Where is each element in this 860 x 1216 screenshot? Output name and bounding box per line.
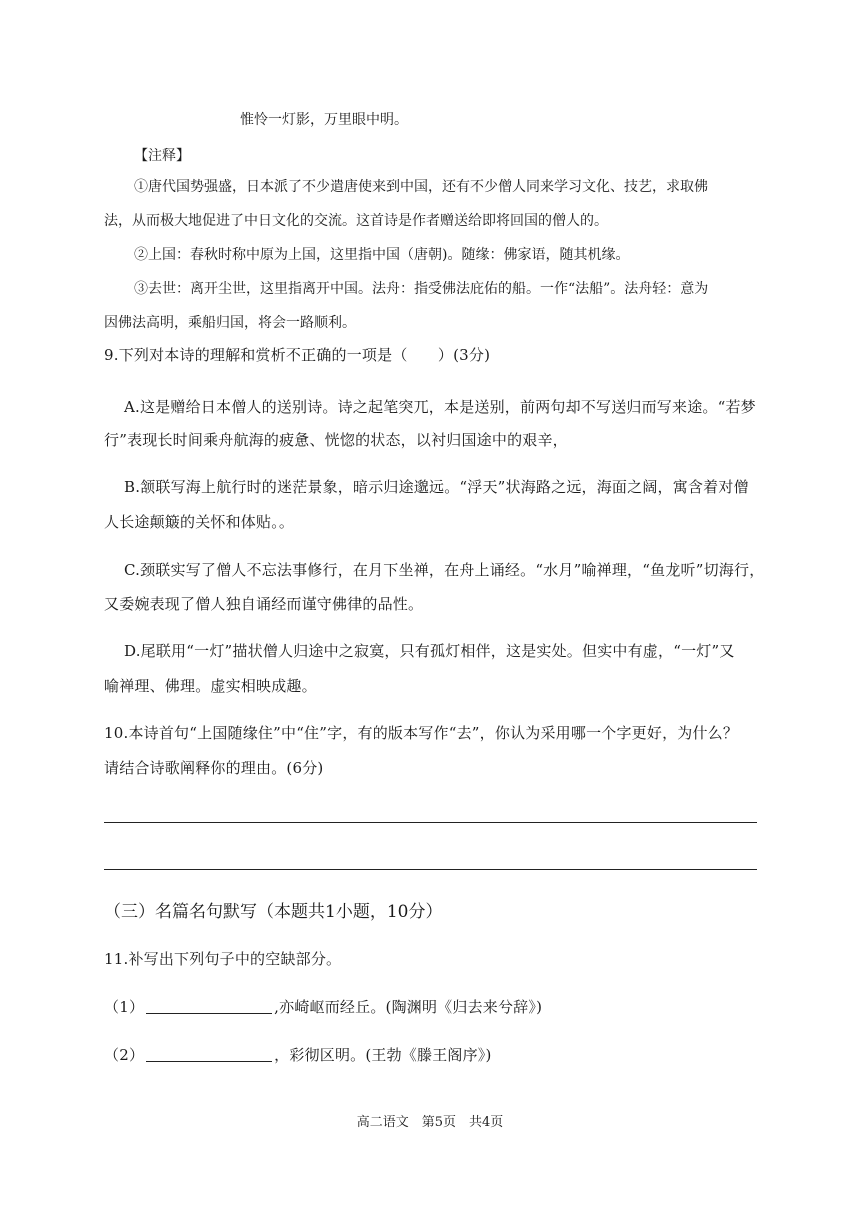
question-9-option-b-line-2: 人长途颠簸的关怀和体贴。。 [104,513,295,531]
question-10-line-1: 10.本诗首句“上国随缘住”中“住”字，有的版本写作“去”，你认为采用哪一个字更好，为什么？ [104,724,739,742]
answer-line-1[interactable] [104,822,757,823]
poem-last-line: 惟怜一灯影，万里眼中明。 [240,112,408,128]
note-3-line-1: ③去世：离开尘世，这里指离开中国。法舟：指受佛法庇佑的船。一作“法船”。法舟轻：意为 [134,281,709,297]
question-9-option-c-line-1: C.颈联实写了僧人不忘法事修行，在月下坐禅，在舟上诵经。“水月”喻禅理，“鱼龙听”切海行， [124,561,765,579]
question-9-option-a-line-1: A.这是赠给日本僧人的送别诗。诗之起笔突兀，本是送别，前两句却不写送归而写来途。“若梦 [124,398,756,416]
item-1-number: （1） [104,998,145,1016]
note-3-line-2: 因佛法高明，乘船归国，将会一路顺利。 [104,315,356,331]
item-1-text: ,亦崎岖而经丘。(陶渊明《归去来兮辞》) [274,998,543,1016]
notes-heading: 【注释】 [134,148,190,164]
question-10-line-2: 请结合诗歌阐释你的理由。(6分) [104,759,324,777]
question-11-item-2 [104,1045,492,1065]
question-9-option-d-line-2: 喻禅理、佛理。虚实相映成趣。 [104,677,317,695]
question-9-option-d-line-1: D.尾联用“一灯”描状僧人归途中之寂寞，只有孤灯相伴，这是实处。但实中有虚，“一灯”又 [124,642,735,660]
question-9-option-b-line-1: B.颔联写海上航行时的迷茫景象，暗示归途邈远。“浮天”状海路之远，海面之阔，寓含着对僧 [124,478,749,496]
item-2-blank[interactable] [146,1047,272,1062]
page-footer: 高二语文 第5页 共4页 [356,1115,504,1130]
question-11-stem: 11.补写出下列句子中的空缺部分。 [104,950,342,968]
note-1-line-2: 法，从而极大地促进了中日文化的交流。这首诗是作者赠送给即将回国的僧人的。 [104,213,608,229]
item-2-text: ，彩彻区明。(王勃《滕王阁序》) [274,1046,492,1064]
section-3-title: （三）名篇名句默写（本题共1小题，10分） [104,902,443,922]
item-2-number: （2） [104,1046,145,1064]
question-11-item-1 [104,997,542,1017]
question-9-option-c-line-2: 又委婉表现了僧人独自诵经而谨守佛律的品性。 [104,595,424,613]
item-1-blank[interactable] [146,999,272,1014]
note-1-line-1: ①唐代国势强盛，日本派了不少遣唐使来到中国，还有不少僧人同来学习文化、技艺，求取佛 [134,179,708,195]
question-9-stem: 9.下列对本诗的理解和赏析不正确的一项是（ ）(3分) [104,346,491,364]
note-2: ②上国：春秋时称中原为上国，这里指中国（唐朝)。随缘：佛家语，随其机缘。 [134,247,630,263]
answer-line-2[interactable] [104,869,757,870]
question-9-option-a-line-2: 行”表现长时间乘舟航海的疲惫、恍惚的状态，以衬归国途中的艰辛， [104,431,568,449]
